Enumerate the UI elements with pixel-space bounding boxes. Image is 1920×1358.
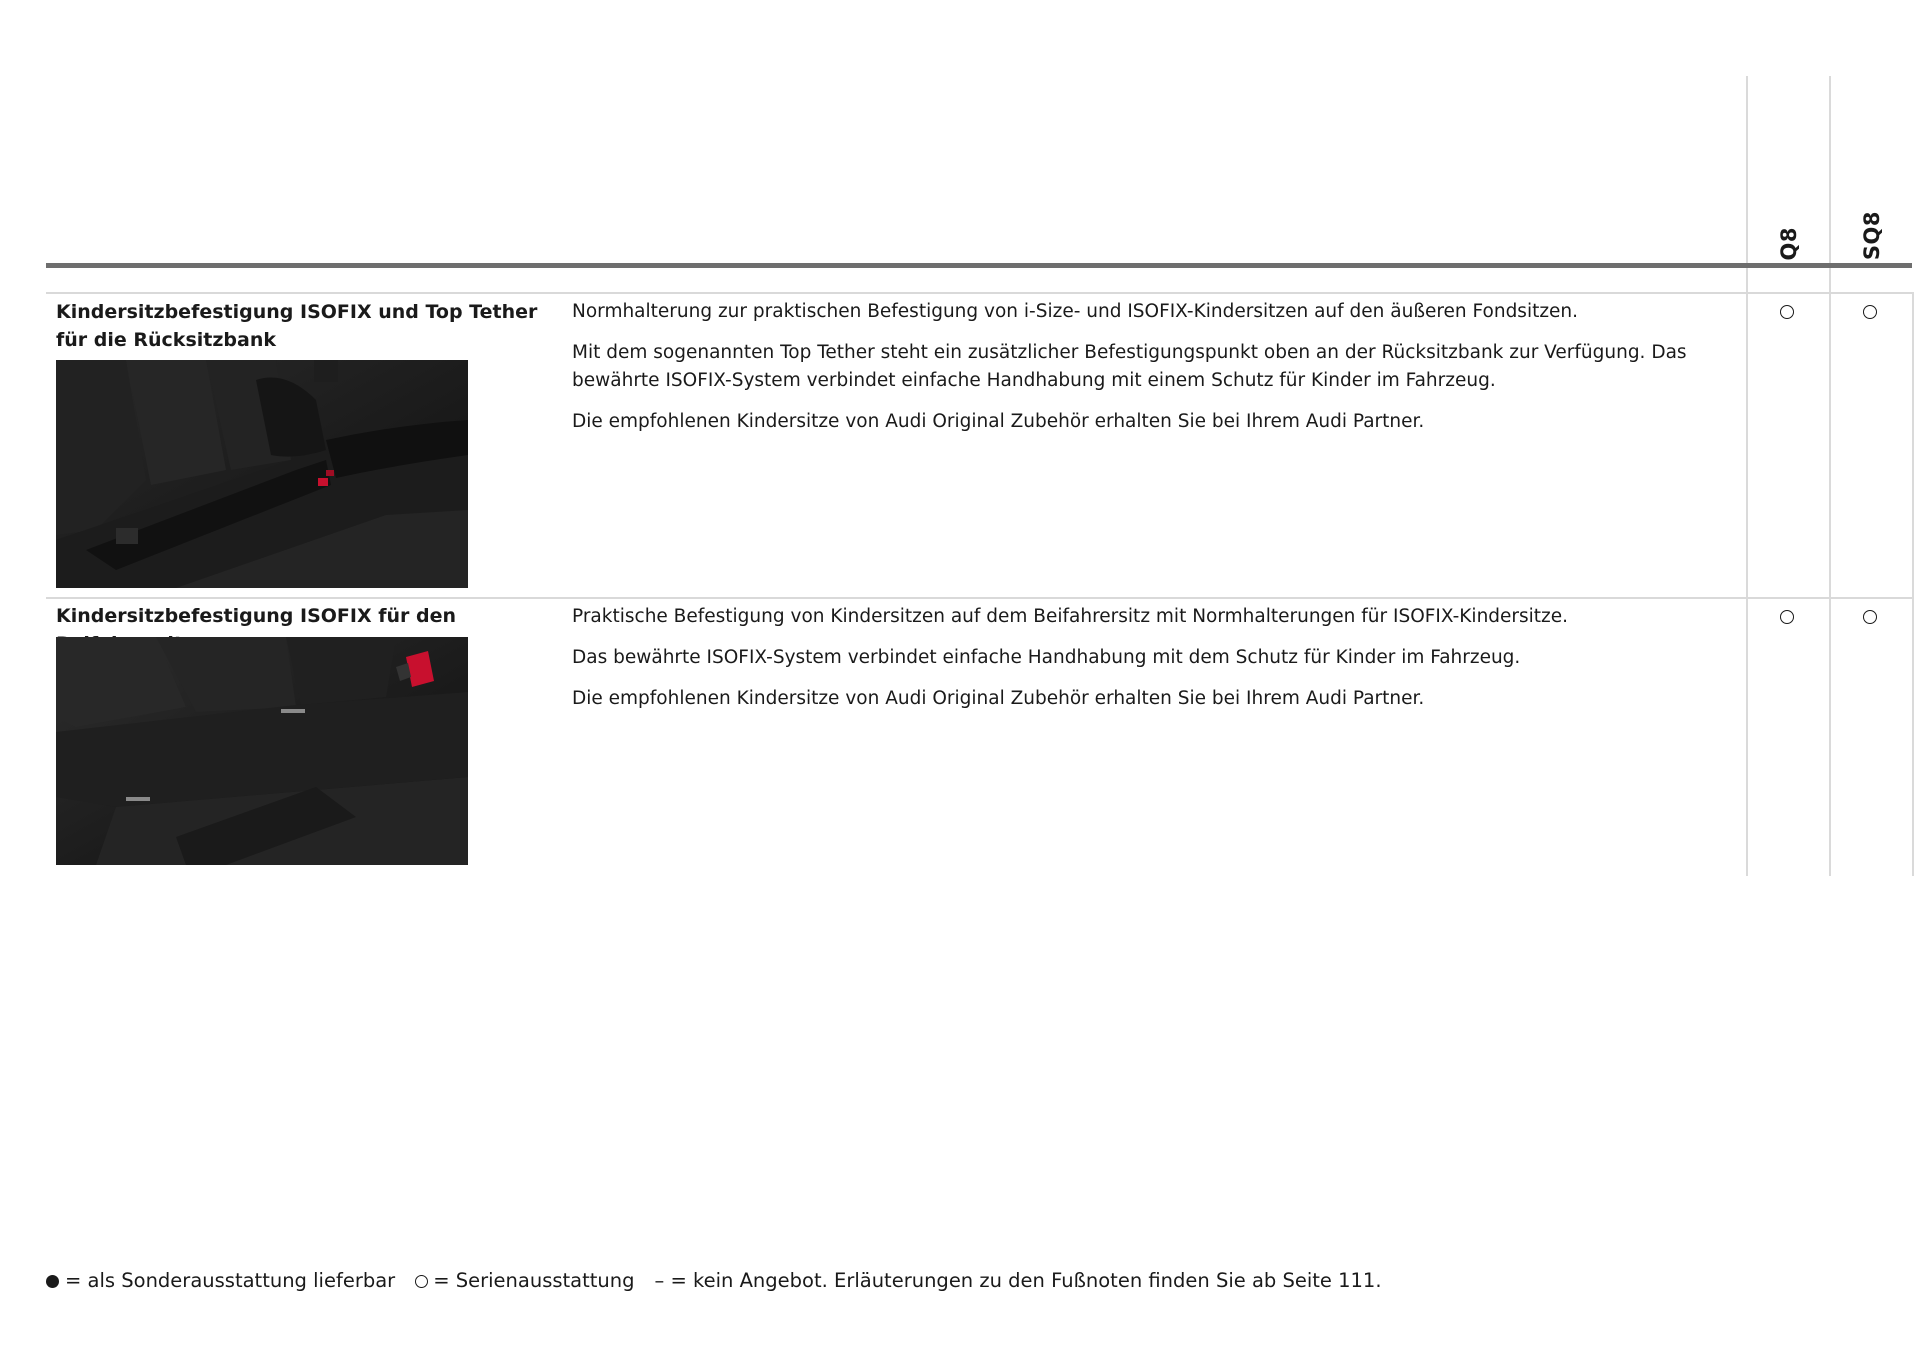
feature-description — [572, 298, 1712, 449]
description-paragraph: Die empfohlenen Kindersitze von Audi Original Zubehör erhalten Sie bei Ihrem Audi Partner. — [572, 411, 1425, 432]
header-rule — [46, 263, 1912, 268]
column-divider — [1912, 292, 1914, 876]
model-label: Q8 — [1776, 226, 1801, 260]
legend-optional: = als Sonderausstattung lieferbar — [65, 1269, 396, 1292]
standard-equipment-icon — [1863, 305, 1877, 319]
filled-circle-icon — [46, 1275, 59, 1288]
feature-title: Kindersitzbefestigung ISOFIX für den — [56, 605, 457, 627]
model-header-sq8 — [1830, 180, 1913, 260]
row-divider — [46, 597, 1912, 599]
feature-description — [572, 603, 1712, 726]
legend-none: – = kein Angebot. Erläuterungen zu den Fußnoten finden Sie ab Seite 111. — [654, 1269, 1382, 1292]
model-header-q8 — [1747, 180, 1830, 260]
description-paragraph: Praktische Befestigung von Kindersitzen auf dem Beifahrersitz mit Normhalterungen für ISOFIX-Kindersitze. — [572, 606, 1569, 627]
rear-bench-isofix-photo — [56, 360, 468, 588]
description-paragraph: Normhalterung zur praktischen Befestigung von i-Size- und ISOFIX-Kindersitzen auf den äußeren Fondsitzen. — [572, 301, 1579, 322]
description-paragraph: Das bewährte ISOFIX-System verbindet einfache Handhabung mit dem Schutz für Kinder im Fahrzeug. — [572, 647, 1521, 668]
description-paragraph: Mit dem sogenannten Top Tether steht ein zusätzlicher Befestigungspunkt oben an der Rücksitzbank zur Verfügung. Das bewährte ISOFIX-System verbindet einfache Handhabung mit einem Schutz für Kinder im Fahrzeug. — [572, 342, 1687, 391]
legend-standard: = Serienausstattung — [433, 1269, 635, 1292]
standard-equipment-icon — [1863, 610, 1877, 624]
hollow-circle-icon — [415, 1275, 428, 1288]
equipment-legend — [46, 1267, 1382, 1295]
standard-equipment-icon — [1780, 305, 1794, 319]
feature-title: Kindersitzbefestigung ISOFIX und Top Tether für die Rücksitzbank — [56, 301, 538, 351]
passenger-seat-isofix-photo — [56, 637, 468, 865]
description-paragraph: Die empfohlenen Kindersitze von Audi Original Zubehör erhalten Sie bei Ihrem Audi Partner. — [572, 688, 1425, 709]
model-label: SQ8 — [1859, 210, 1884, 260]
standard-equipment-icon — [1780, 610, 1794, 624]
row-divider — [46, 292, 1912, 294]
